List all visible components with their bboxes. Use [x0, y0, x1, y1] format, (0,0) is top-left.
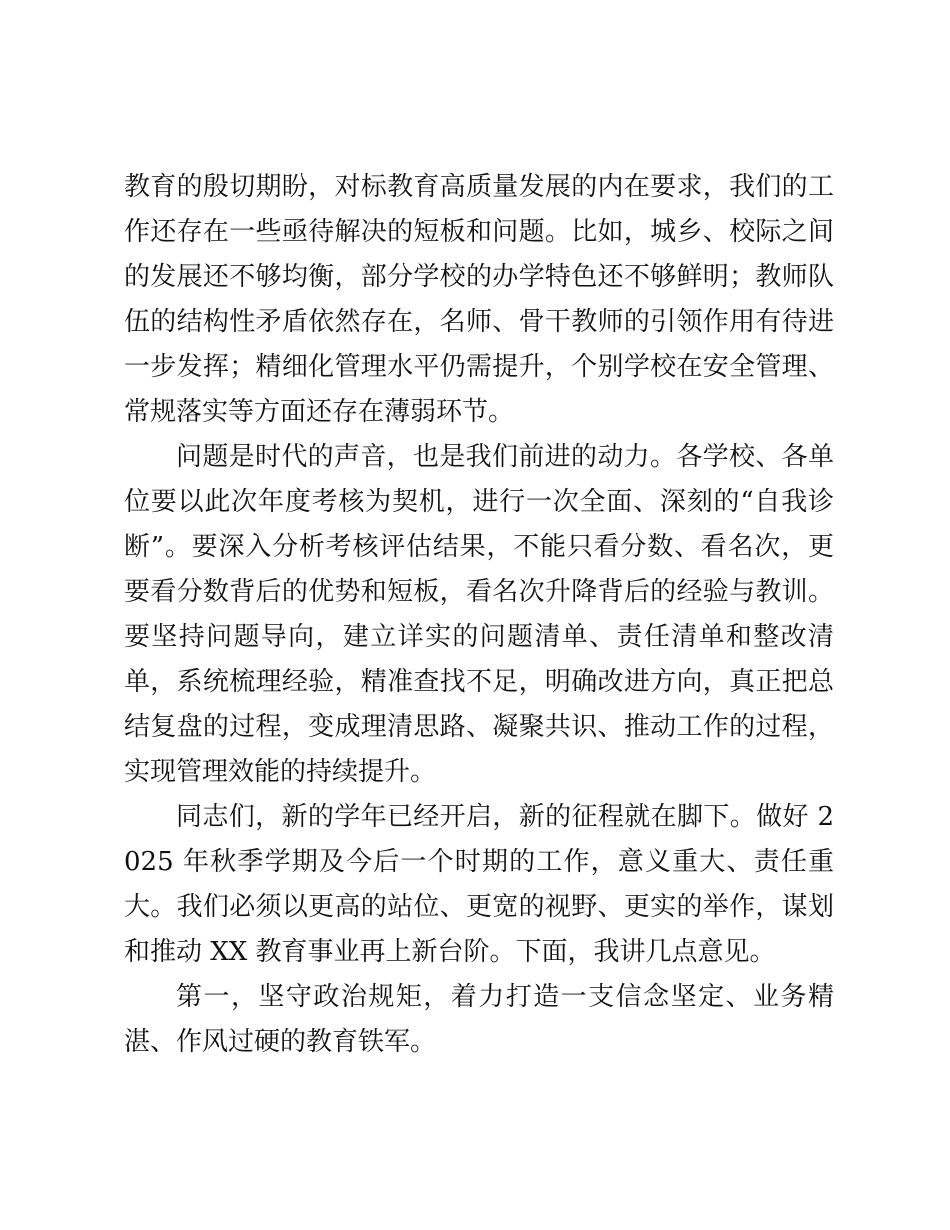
paragraph-new-school-year: 同志们，新的学年已经开启，新的征程就在脚下。做好 2025 年秋季学期及今后一个时期的工作，意义重大、责任重大。我们必须以更高的站位、更宽的视野、更实的举作，谋划和推动 XX 教育事业再上新台阶。下面，我讲几点意见。 [124, 802, 834, 967]
paragraph-continued: 教育的殷切期盼，对标教育高质量发展的内在要求，我们的工作还存在一些亟待解决的短板和问题。比如，城乡、校际之间的发展还不够均衡，部分学校的办学特色还不够鲜明；教师队伍的结构性矛盾依然存在，名师、骨干教师的引领作用有待进一步发挥；精细化管理水平仍需提升，个别学校在安全管理、常规落实等方面还存在薄弱环节。 [124, 172, 834, 427]
document-body [124, 165, 834, 1065]
paragraph-first-point: 第一，坚守政治规矩，着力打造一支信念坚定、业务精湛、作风过硬的教育铁军。 [124, 982, 834, 1057]
paragraph-problems-as-driving-force: 问题是时代的声音，也是我们前进的动力。各学校、各单位要以此次年度考核为契机，进行一次全面、深刻的“自我诊断”。要深入分析考核评估结果，不能只看分数、看名次，更要看分数背后的优势和短板，看名次升降背后的经验与教训。要坚持问题导向，建立详实的问题清单、责任清单和整改清单，系统梳理经验，精准查找不足，明确改进方向，真正把总结复盘的过程，变成理清思路、凝聚共识、推动工作的过程，实现管理效能的持续提升。 [124, 442, 834, 787]
